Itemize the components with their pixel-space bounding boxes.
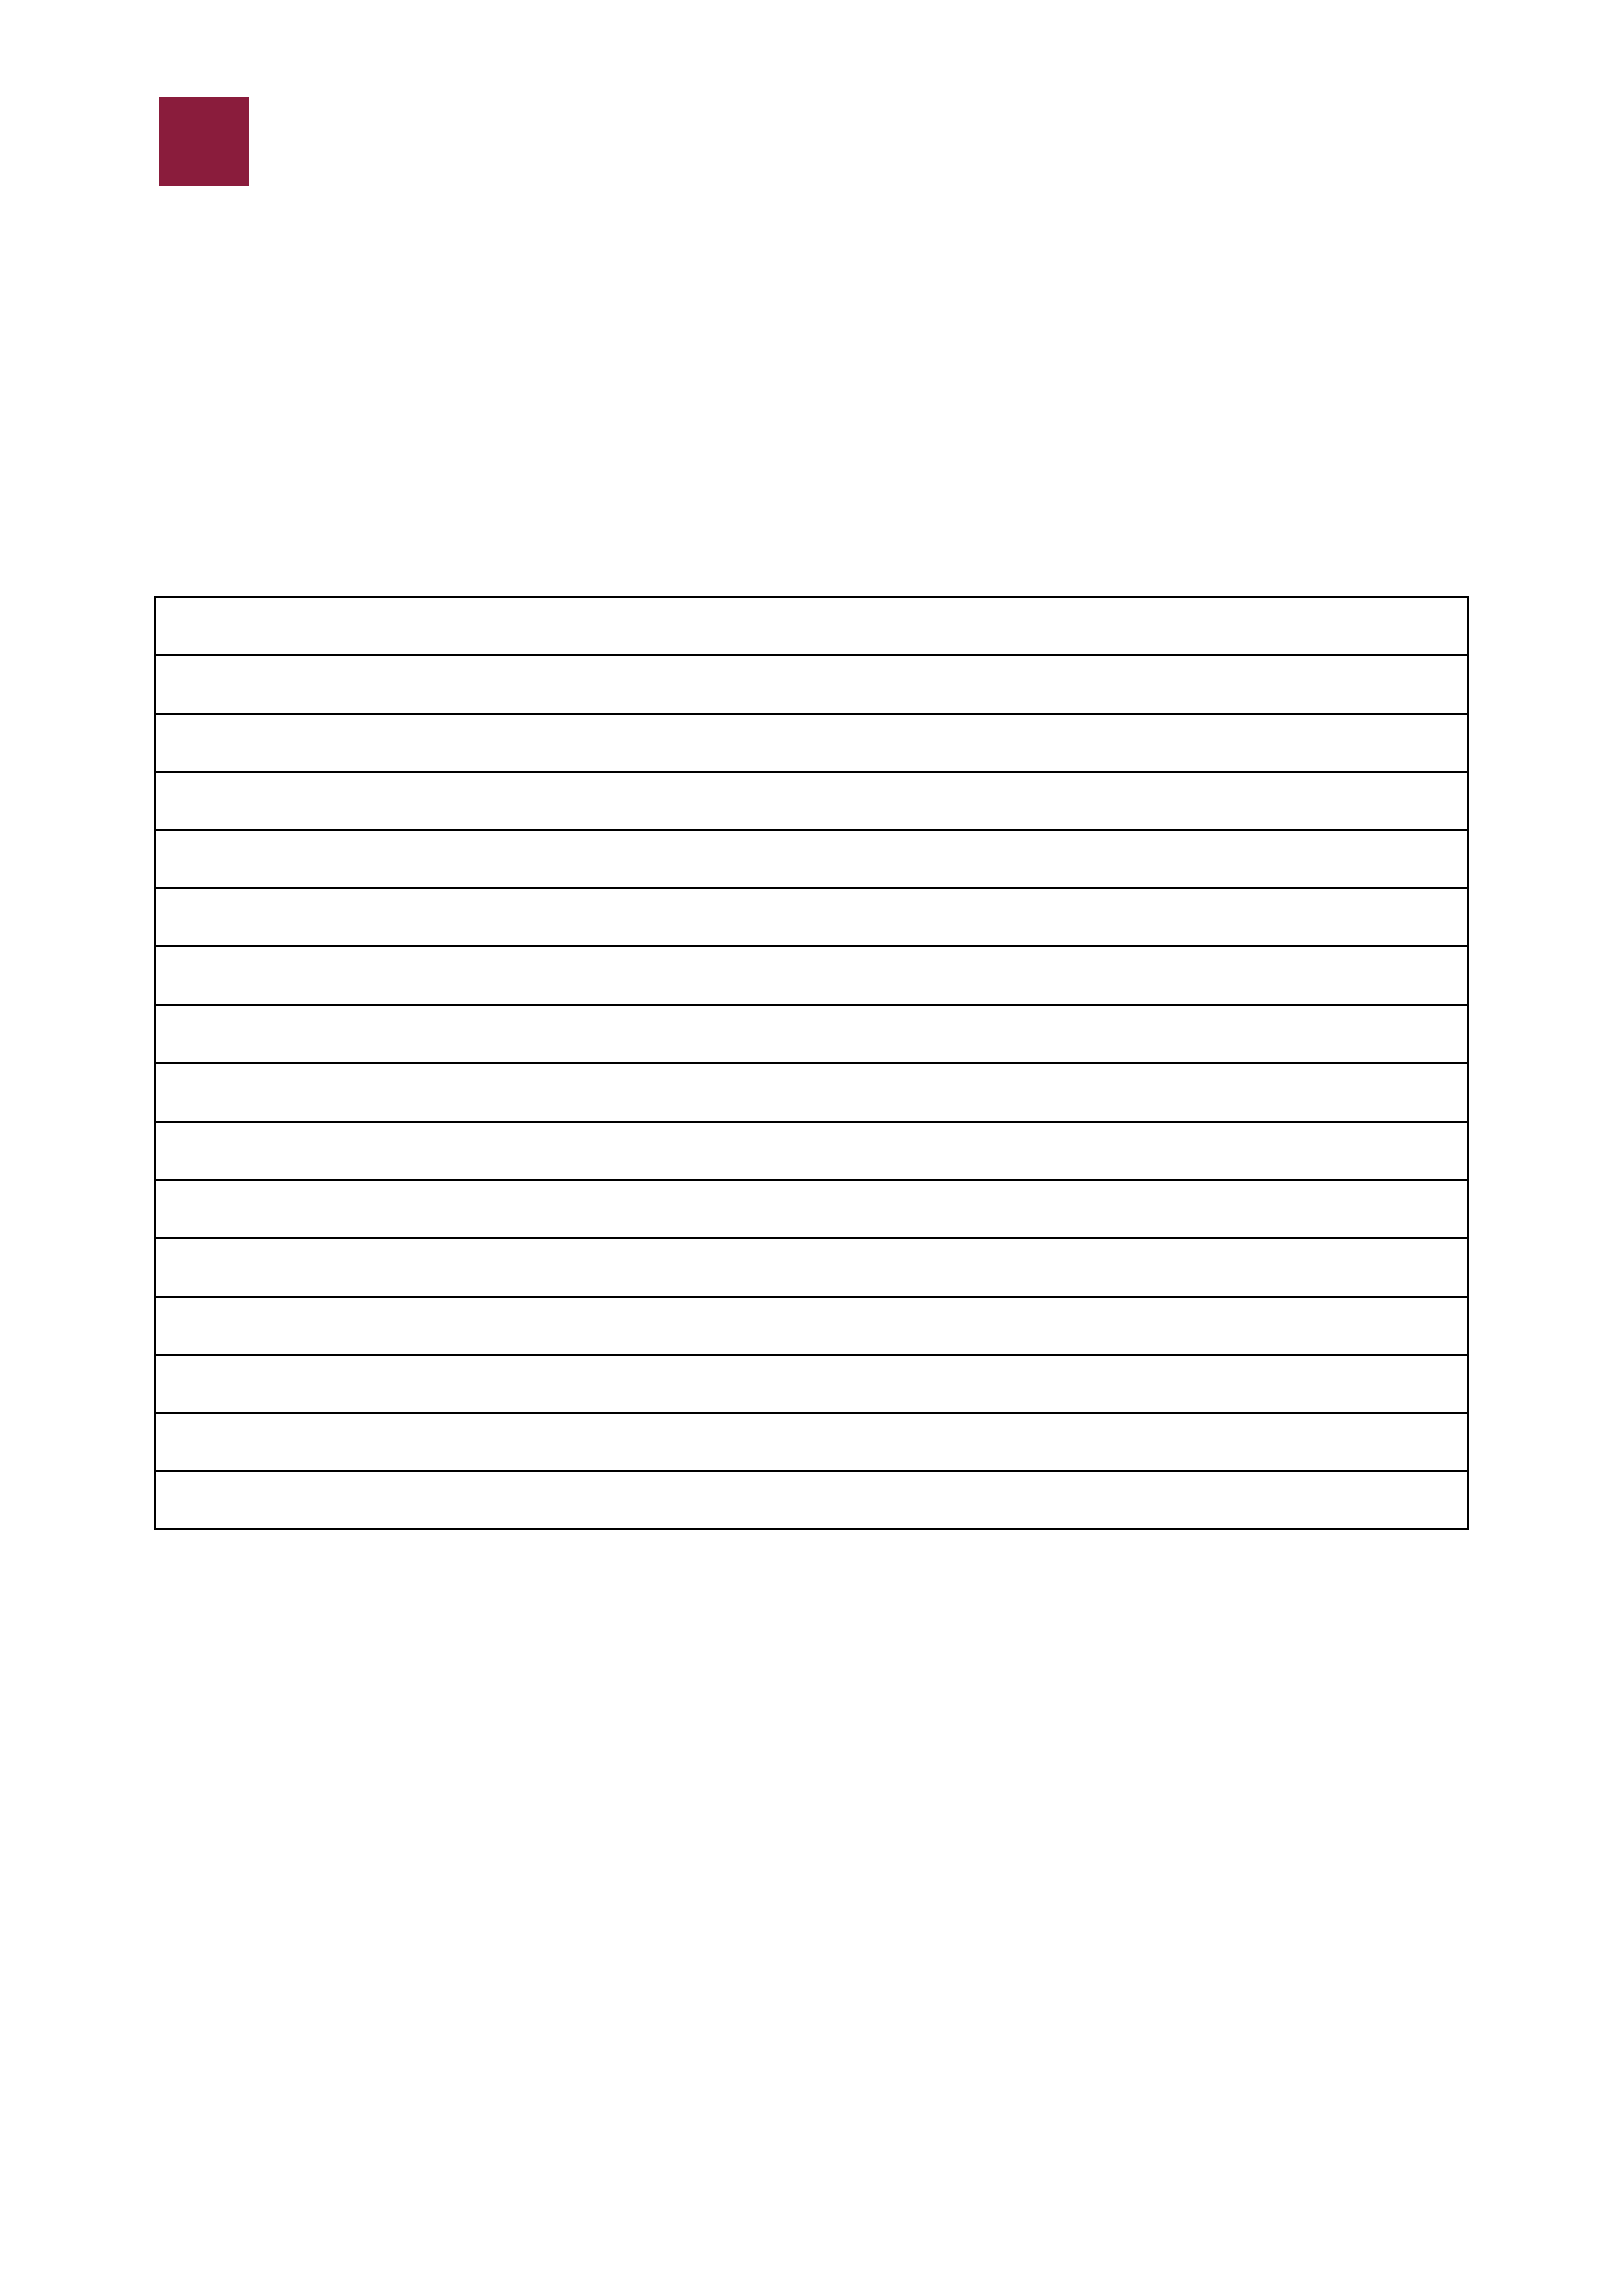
office-row xyxy=(156,654,1467,712)
office-row xyxy=(156,771,1467,828)
office-row xyxy=(156,598,1467,654)
office-row xyxy=(156,1121,1467,1179)
office-row xyxy=(156,945,1467,1003)
office-row xyxy=(156,713,1467,771)
office-row xyxy=(156,1296,1467,1354)
office-row xyxy=(156,1412,1467,1469)
office-row xyxy=(156,1354,1467,1412)
office-row xyxy=(156,887,1467,945)
office-row xyxy=(156,1237,1467,1295)
office-row xyxy=(156,1062,1467,1120)
logo xyxy=(159,97,249,186)
office-row xyxy=(156,1004,1467,1062)
office-row xyxy=(156,1179,1467,1237)
office-row xyxy=(156,829,1467,887)
office-row xyxy=(156,1470,1467,1528)
offices-table xyxy=(154,596,1469,1530)
